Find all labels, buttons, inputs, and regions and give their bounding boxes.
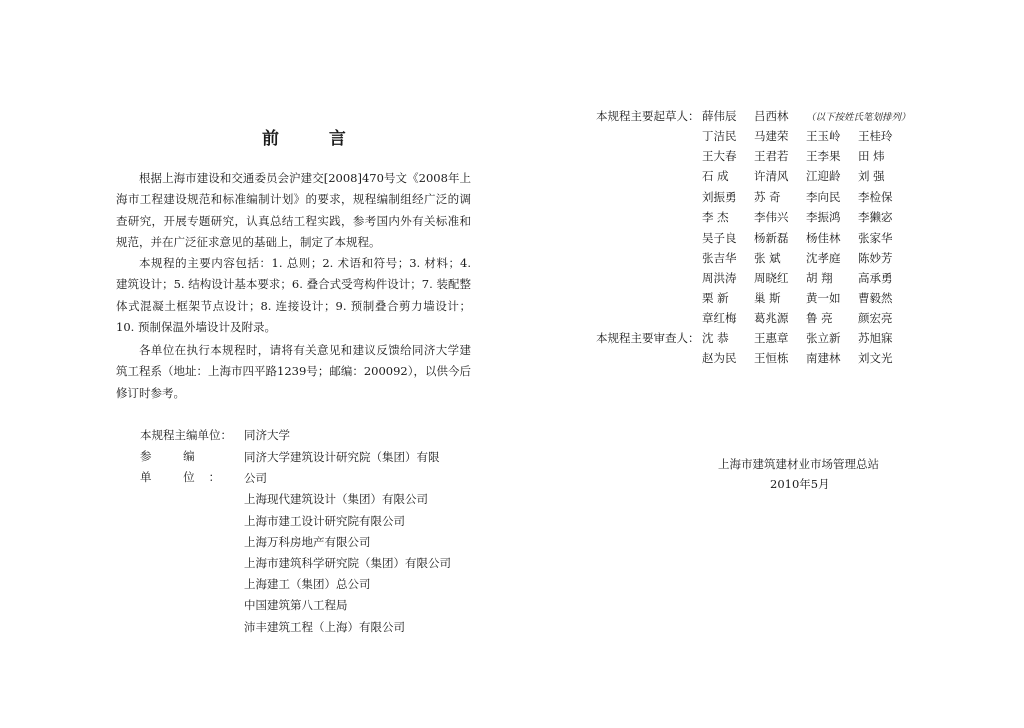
drafter-name: 王玉岭	[806, 129, 841, 143]
drafter-name: 杨佳林	[806, 231, 841, 245]
participant-item: 上海建工（集团）总公司	[244, 577, 371, 592]
participant-item: 同济大学建筑设计研究院（集团）有限	[244, 450, 440, 464]
drafter-name: 沈孝庭	[806, 251, 841, 265]
drafters-row	[702, 128, 910, 144]
drafter-name: 王君若	[754, 149, 789, 163]
drafters-row	[702, 168, 910, 184]
chief-organization-label: 本规程主编单位：	[140, 428, 232, 442]
drafter-name: 杨新磊	[754, 231, 789, 245]
issue-date: 2010年5月	[770, 477, 830, 491]
participant-item: 上海万科房地产有限公司	[244, 534, 371, 549]
drafter-name: 曹毅然	[858, 291, 893, 305]
reviewer-name: 王恒栋	[754, 351, 789, 365]
drafter-name: 江迎龄	[806, 169, 841, 183]
drafter-name: 王大春	[702, 149, 737, 163]
drafters-row	[702, 310, 910, 326]
participants-label: 参 编 单 位：	[140, 449, 235, 484]
preface-paragraph-3: 各单位在执行本规程时，请将有关意见和建议反馈给同济大学建筑工程系（地址：上海市四平路1239号；邮编：200092），以供今后修订时参考。	[116, 343, 471, 400]
drafter-name: 李振鸿	[806, 210, 841, 224]
drafter-name: 李伟兴	[754, 210, 789, 224]
reviewer-name: 南建林	[806, 351, 841, 365]
preface-paragraph-1: 根据上海市建设和交通委员会沪建交[2008]470号文《2008年上海市工程建设规范和标准编制计划》的要求，规程编制组经广泛的调查研究，开展专题研究，认真总结工程实践，参考国内外有关标准和规范，并在广泛征求意见的基础上，制定了本规程。	[116, 171, 471, 249]
reviewer-name: 张立新	[806, 331, 841, 345]
drafters-row	[702, 230, 910, 246]
drafter-name: 陈妙芳	[858, 251, 893, 265]
reviewer-name: 苏旭寐	[858, 331, 893, 345]
drafter-name: 周洪涛	[702, 271, 737, 285]
drafter-name: 王桂玲	[858, 129, 893, 143]
drafter-name: 田 炜	[858, 149, 885, 163]
reviewer-name: 王惠章	[754, 331, 789, 345]
participants-list	[244, 447, 451, 638]
drafters-row	[702, 250, 910, 266]
reviewer-name: 刘文光	[858, 351, 893, 365]
participant-item: 上海现代建筑设计（集团）有限公司	[244, 492, 428, 507]
drafter-name: 巢 斯	[754, 291, 781, 305]
drafters-row	[702, 189, 910, 205]
drafter-name: 李向民	[806, 190, 841, 204]
participant-item: 上海市建工设计研究院有限公司	[244, 513, 405, 528]
drafter-name: 高承勇	[858, 271, 893, 285]
drafters-row	[702, 148, 910, 164]
drafter-name: 王李果	[806, 149, 841, 163]
reviewer-name: 沈 恭	[702, 331, 729, 345]
reviewers-row	[702, 330, 910, 346]
participant-item: 沛丰建筑工程（上海）有限公司	[244, 619, 405, 634]
drafter-name: 栗 新	[702, 291, 729, 305]
drafter-name: 鲁 亮	[806, 311, 833, 325]
preface-paragraph-2: 本规程的主要内容包括：1. 总则；2. 术语和符号；3. 材料；4. 建筑设计；5. 结构设计基本要求；6. 叠合式受弯构件设计；7. 装配整体式混凝土框架节点设计；8. 连接设计；9. 预制叠合剪力墙设计；10. 预制保温外墙设计及附录。	[116, 256, 471, 334]
reviewers-label: 本规程主要审查人：	[596, 331, 700, 345]
drafter-name: 胡 翔	[806, 271, 833, 285]
drafter-name: 李 杰	[702, 210, 729, 224]
drafter-name: 李獭宓	[858, 210, 893, 224]
chief-organization: 同济大学	[244, 428, 290, 442]
drafters-row	[702, 209, 910, 225]
participants-label-row	[140, 446, 244, 488]
drafter-name: 刘振勇	[702, 190, 737, 204]
drafter-name: 薛伟辰	[702, 109, 737, 123]
participant-item: 上海市建筑科学研究院（集团）有限公司	[244, 556, 451, 571]
drafter-name: 丁洁民	[702, 129, 737, 143]
drafter-name: 张吉华	[702, 251, 737, 265]
issuer-name: 上海市建筑建材业市场管理总站	[718, 457, 879, 471]
reviewer-name: 赵为民	[702, 351, 737, 365]
drafters-label: 本规程主要起草人：	[596, 109, 700, 123]
drafter-name: 张家华	[858, 231, 893, 245]
drafter-name: 黄一如	[806, 291, 841, 305]
drafter-name: 张 斌	[754, 251, 781, 265]
participant-item: 中国建筑第八工程局	[244, 598, 348, 613]
drafter-name: 刘 强	[858, 169, 885, 183]
drafters-row	[702, 108, 911, 124]
drafter-name: 葛兆源	[754, 311, 789, 325]
drafter-name: 马建荣	[754, 129, 789, 143]
participant-item: 公司	[244, 471, 267, 486]
drafter-name: 章红梅	[702, 311, 737, 325]
drafter-name: 苏 奇	[754, 190, 781, 204]
drafter-name: 吴子良	[702, 231, 737, 245]
drafter-name: 石 成	[702, 169, 729, 183]
drafter-name: 吕西林	[754, 109, 789, 123]
drafter-name: 周晓红	[754, 271, 789, 285]
drafter-name: 颜宏亮	[858, 311, 893, 325]
drafters-row	[702, 290, 910, 306]
drafter-name: 李检保	[858, 190, 893, 204]
page-title: 前 言	[262, 129, 368, 149]
drafters-order-note: （以下按姓氏笔划排列）	[806, 112, 911, 123]
reviewers-row	[702, 350, 910, 366]
chief-organization-row	[140, 425, 290, 446]
drafters-row	[702, 270, 910, 286]
drafter-name: 许清风	[754, 169, 789, 183]
